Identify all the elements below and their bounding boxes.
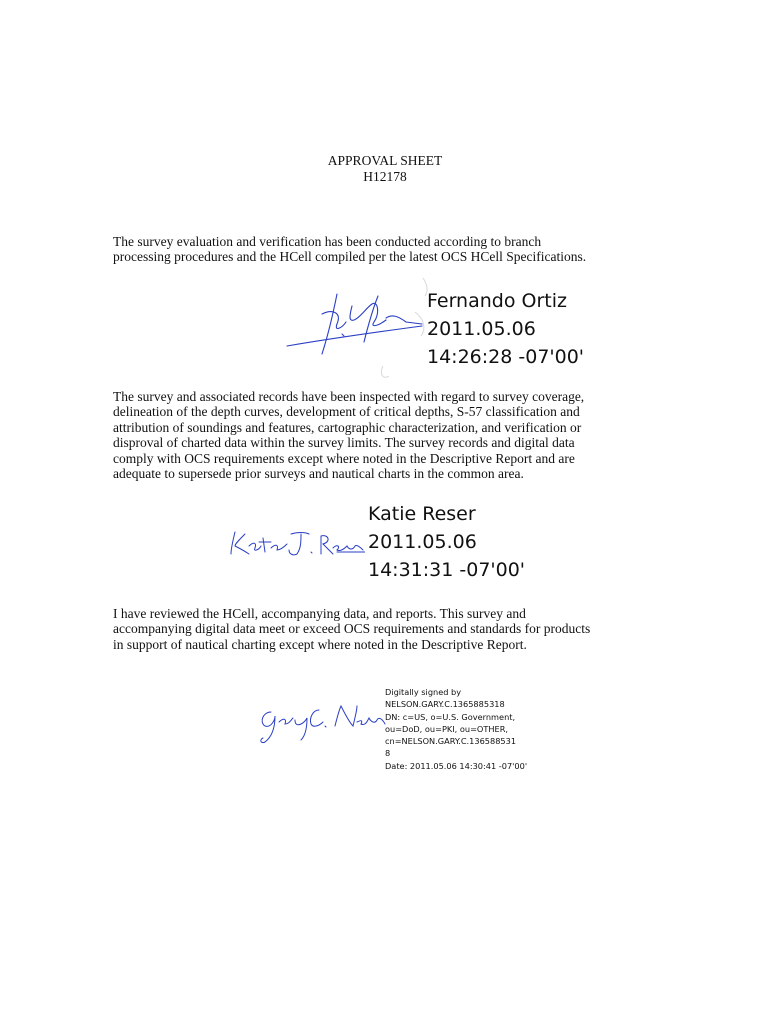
signature-time: 14:31:31 -07'00' <box>368 559 526 581</box>
approval-sheet-header <box>0 153 770 185</box>
digital-signature-block-nelson <box>385 686 528 772</box>
signer-name: Fernando Ortiz <box>427 290 567 312</box>
cn-line-continued: 8 <box>385 748 391 759</box>
signature-date: 2011.05.06 <box>427 318 536 340</box>
digitally-signed-label: Digitally signed by <box>385 687 462 697</box>
document-title: APPROVAL SHEET <box>327 153 443 168</box>
signature-date-line: Date: 2011.05.06 14:30:41 -07'00' <box>385 760 528 771</box>
review-paragraph: I have reviewed the HCell, accompanying data, and reports. This survey and accompanying digital data meet or exceed OCS requirements and standards for products in support of nautical charting except where noted in the Descriptive Report. <box>113 606 591 652</box>
signer-id: NELSON.GARY.C.1365885318 <box>385 699 505 710</box>
signature-date: 2011.05.06 <box>368 531 477 553</box>
signature-time: 14:26:28 -07'00' <box>427 346 585 368</box>
cn-line: cn=NELSON.GARY.C.136588531 <box>385 736 517 747</box>
signature-block-ortiz <box>427 287 584 371</box>
dn-line: DN: c=US, o=U.S. Government, <box>385 711 516 722</box>
signer-name: Katie Reser <box>368 503 476 525</box>
signature-block-reser <box>368 500 525 584</box>
signature-nelson-image <box>253 698 388 748</box>
ou-line: ou=DoD, ou=PKI, ou=OTHER, <box>385 723 508 734</box>
signature-reser-image <box>225 526 365 560</box>
survey-id: H12178 <box>363 169 407 184</box>
evaluation-paragraph: The survey evaluation and verification has been conducted according to branch processing procedures and the HCell compiled per the latest OCS HCell Specifications. <box>113 234 587 265</box>
inspection-paragraph: The survey and associated records have been inspected with regard to survey coverage, delineation of the depth curves, development of critical depths, S-57 classification and attribution of soundings and features, cartographic characterization, and verification or disproval of charted data within the survey limits. The survey records and digital data comply with OCS requirements except where noted in the Descriptive Report and are adequate to supersede prior surveys and nautical charts in the common area. <box>113 389 585 482</box>
